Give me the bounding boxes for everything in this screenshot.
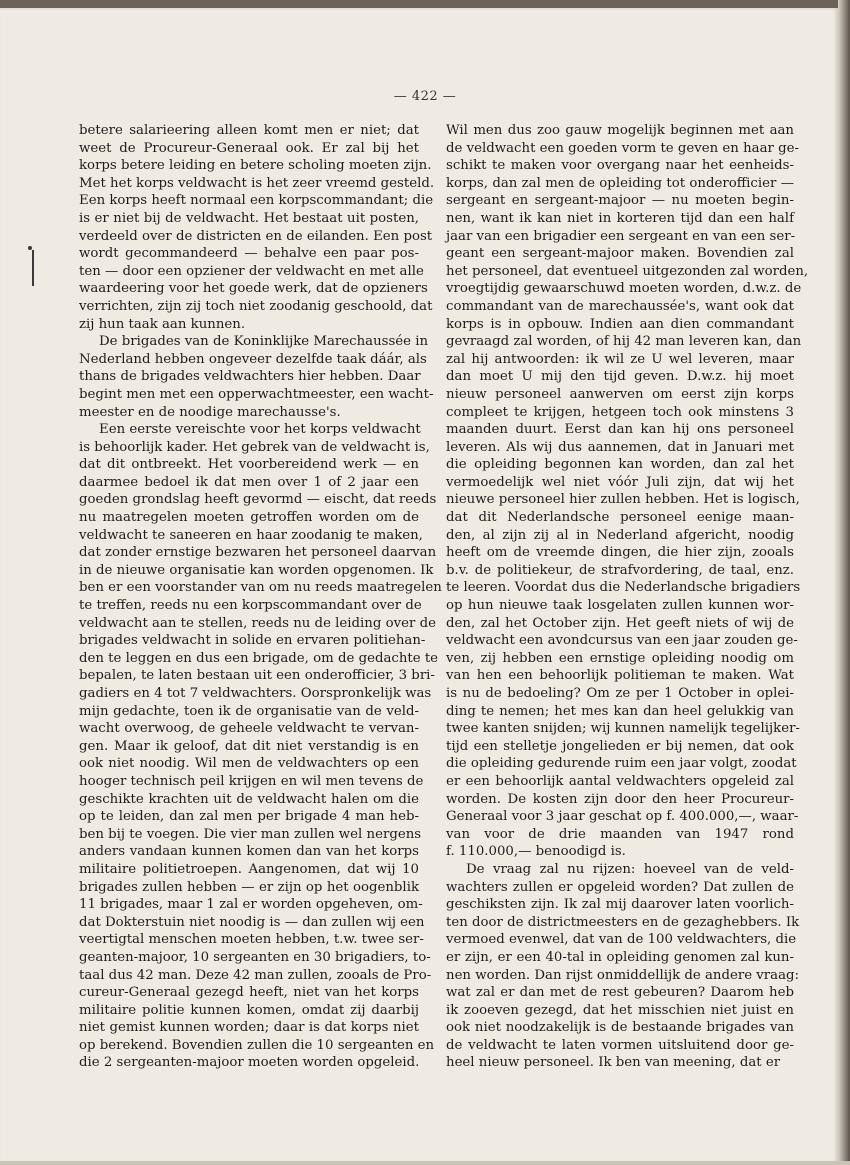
text-line: veertigtal menschen moeten hebben, t.w. twee ser- [79,932,424,948]
text-line: gen. Maar ik geloof, dat dit niet verstandig is en [79,738,419,754]
text-line: Nederland hebben ongeveer dezelfde taak dáár, als [79,351,427,367]
margin-mark [32,250,34,286]
text-line: geanten-majoor, 10 sergeanten en 30 brigadiers, to- [79,949,431,965]
text-line: weet de Procureur-Generaal ook. Er zal bij het [79,140,419,156]
text-line: compleet te krijgen, hetgeen toch ook minstens 3 [446,404,794,420]
text-line: nu maatregelen moeten getroffen worden om de [79,510,419,526]
text-line: Een korps heeft normaal een korpscommandant; die [79,193,434,209]
text-line: van hen een behoorlijk politieman te maken. Wat [446,668,794,684]
text-line: in de nieuwe organisatie kan worden opgenomen. Ik [79,562,434,578]
text-line: jaar van een brigadier een sergeant en van een ser- [446,228,796,244]
text-line: schikt te maken voor overgang naar het eenheids- [446,158,794,174]
text-line: ding te nemen; het mes kan dan heel gelukkig van [446,703,794,719]
text-line: goeden grondslag heeft gevormd — eischt, dat reeds [79,492,437,508]
text-line: de veldwacht een goeden vorm te geven en haar ge- [446,140,799,156]
text-line: te treffen, reeds nu een korpscommandant over de [79,598,422,614]
text-line: twee kanten snijden; wij kunnen namelijk tegelijker- [446,721,800,737]
text-line: nen, want ik kan niet in korteren tijd dan een half [446,210,794,226]
text-line: daarmee bedoel ik dat men over 1 of 2 jaar een [79,474,419,490]
text-line: veldwacht te saneeren en haar zoodanig te maken, [79,527,423,543]
text-line: Een eerste vereischte voor het korps veldwacht [99,422,421,438]
text-line: mijn gedachte, toen ik de organisatie van de veld- [79,703,419,719]
text-line: de veldwacht te laten vormen uitsluitend door ge- [446,1037,794,1053]
text-line: zal hij antwoorden: ik wil ze U wel leveren, maar [446,351,794,367]
text-line: verdeeld over de districten en de eilanden. Een post [79,228,433,244]
text-line: te leeren. Voordat dus die Nederlandsche brigadiers [446,580,801,596]
page-edge-right [838,0,850,1165]
text-line: b.v. de politiekeur, de strafvordering, de taal, enz. [446,562,794,578]
text-line: meester en de noodige marechausse's. [79,404,341,420]
text-line: anders vandaan kunnen komen dan van het korps [79,844,419,860]
text-line: die opleiding gedurende ruim een jaar volgt, zoodat [446,756,797,772]
text-line: korps, dan zal men de opleiding tot onderofficier — [446,175,794,191]
text-line: sergeant en sergeant-majoor — nu moeten begin- [446,193,794,209]
text-line: gadiers en 4 tot 7 veldwachters. Oorspronkelijk was [79,686,432,701]
text-line: vermoed evenwel, dat van de 100 veldwachters, die [446,932,797,948]
text-line: worden. De kosten zijn door den heer Procureur- [446,791,794,807]
text-line: waardeering voor het goede werk, dat de opzieners [79,281,428,297]
text-line: brigades zullen hebben — er zijn op het oogenblik [79,879,419,895]
text-line: ook niet noodig. Wil men de veldwachters op een [79,756,419,772]
text-line: die 2 sergeanten-majoor moeten worden opgeleid. [79,1055,420,1071]
text-line: ven, zij hebben een ernstige opleiding noodig om [446,650,794,666]
text-line: is nu de bedoeling? Om ze per 1 October in oplei- [446,686,794,701]
text-line: De brigades van de Koninklijke Marechaussée in [99,334,429,350]
text-line: maanden duurt. Eerst dan kan hij ons personeel [446,422,794,438]
text-line: vroegtijdig gewaarschuwd moeten worden, d.w.z. de [446,281,802,297]
text-line: thans de brigades veldwachters hier hebben. Daar [79,369,421,385]
text-line: heel nieuw personeel. Ik ben van meening, dat er [446,1055,781,1071]
text-line: veldwacht een avondcursus van een jaar zouden ge- [446,633,798,649]
text-line: betere salarieering alleen komt men er niet; dat [79,123,419,138]
text-line: ik zooeven gezegd, dat het misschien niet juist en [446,1002,794,1018]
left-column [79,122,442,1072]
text-line: bepalen, te laten bestaan uit een onderofficier, 3 bri- [79,668,435,684]
text-line: zij hun taak aan kunnen. [79,316,246,332]
text-line: dat dit ontbreekt. Het voorbereidend werk — en [79,457,419,473]
text-line: ten door de districtmeesters en de gezaghebbers. Ik [446,914,800,930]
text-line: verrichten, zijn zij toch niet zoodanig geschoold, dat [79,298,433,314]
text-line: ten — door een opziener der veldwacht en met alle [79,263,424,279]
text-line: hooger technisch peil krijgen en wil men tevens de [79,773,424,789]
text-line: van voor de drie maanden van 1947 rond [446,826,794,842]
text-line: militaire politie kunnen komen, omdat zij daarbij [79,1002,419,1018]
text-line: niet gemist kunnen worden; daar is dat korps niet [79,1020,419,1036]
text-line: brigades veldwacht in solide en ervaren politiehan- [79,633,426,649]
text-line: Met het korps veldwacht is het zeer vreemd gesteld. [79,175,435,191]
text-line: het personeel, dat eventueel uitgezonden zal worden, [446,263,809,279]
text-line: den te leggen en dus een brigade, om de gedachte te [79,650,439,666]
text-line: den, al zijn zij al in Nederland afgericht, noodig [446,527,794,543]
text-line: geschiksten zijn. Ik zal mij daarover laten voorlich- [446,897,794,913]
text-line: wordt gecommandeerd — behalve een paar pos- [79,246,419,262]
text-line: militaire politietroepen. Aangenomen, dat wij 10 [79,861,419,877]
text-line: veldwacht aan te stellen, reeds nu de leiding over de [79,615,436,631]
text-line: 11 brigades, maar 1 zal er worden opgeheven, om- [79,897,423,913]
page-edge-bottom [0,1161,850,1165]
text-line: heeft om de vreemde dingen, die hier zijn, zooals [446,545,794,561]
text-line: op berekend. Bovendien zullen die 10 sergeanten en [79,1037,435,1053]
text-line: ben er een voorstander van om nu reeds maatregelen [79,580,442,596]
text-line: den, zal het October zijn. Het geeft niets of wij de [446,615,794,631]
text-line: geschikte krachten uit de veldwacht halen om die [79,791,419,807]
text-line: op hun nieuwe taak losgelaten zullen kunnen wor- [446,598,794,614]
text-line: Generaal voor 3 jaar geschat op f. 400.000,—, waar- [446,809,799,825]
page-number: — 422 — [393,89,457,104]
text-line: vermoedelijk wel niet vóór Juli zijn, dat wij het [446,474,794,490]
text-line: dan moet U mij den tijd geven. D.w.z. hij moet [446,369,794,385]
text-line: De vraag zal nu rijzen: hoeveel van de veld- [466,861,794,877]
text-line: is er niet bij de veldwacht. Het bestaat uit posten, [79,210,419,226]
text-line: dat zonder ernstige bezwaren het personeel daarvan [79,545,437,561]
text-line: dat Dokterstuin niet noodig is — dan zullen wij een [79,914,425,930]
text-line: commandant van de marechaussée's, want ook dat [446,298,794,314]
text-line: begint men met een opperwachtmeester, een wacht- [79,386,434,402]
text-line: nieuwe personeel hier zullen hebben. Het is logisch, [446,492,800,508]
text-line: op te leiden, dan zal men per brigade 4 man heb- [79,809,419,825]
text-line: leveren. Als wij dus aannemen, dat in Januari met [446,439,794,455]
text-line: tijd een stelletje jongelieden er bij nemen, dat ook [446,738,794,754]
text-line: wat zal er dan met de rest gebeuren? Daarom heb [446,985,794,1001]
text-line: wacht overwoog, de geheele veldwacht te vervan- [79,721,419,737]
text-line: is behoorlijk kader. Het gebrek van de veldwacht is, [79,439,430,455]
text-line: taal dus 42 man. Deze 42 man zullen, zooals de Pro- [79,967,432,983]
text-line: ook niet noodzakelijk is de bestaande brigades van [446,1020,794,1036]
text-line: Wil men dus zoo gauw mogelijk beginnen met aan [446,123,794,138]
text-line: korps betere leiding en betere scholing moeten zijn. [79,158,432,174]
text-line: wachters zullen er opgeleid worden? Dat zullen de [446,879,794,895]
text-line: gevraagd zal worden, of hij 42 man leveren kan, dan [446,334,802,350]
text-line: er zijn, er een 40-tal in opleiding genomen zal kun- [446,949,794,965]
text-line: dat dit Nederlandsche personeel eenige maan- [446,510,794,526]
text-line: geant een sergeant-majoor maken. Bovendien zal [446,246,794,262]
text-line: nen worden. Dan rijst onmiddellijk de andere vraag: [446,967,800,983]
text-line: cureur-Generaal gezegd heeft, niet van het korps [79,985,419,1001]
text-line: nieuw personeel aanwerven om eerst zijn korps [446,386,794,402]
text-line: f. 110.000,— benoodigd is. [446,844,626,860]
right-column [446,122,809,1072]
text-line: er een behoorlijk aantal veldwachters opgeleid zal [446,773,794,789]
text-line: korps is in opbouw. Indien aan dien commandant [446,316,794,332]
text-line: ben bij te voegen. Die vier man zullen wel nergens [79,826,422,842]
text-line: die opleiding begonnen kan worden, dan zal het [446,457,794,473]
